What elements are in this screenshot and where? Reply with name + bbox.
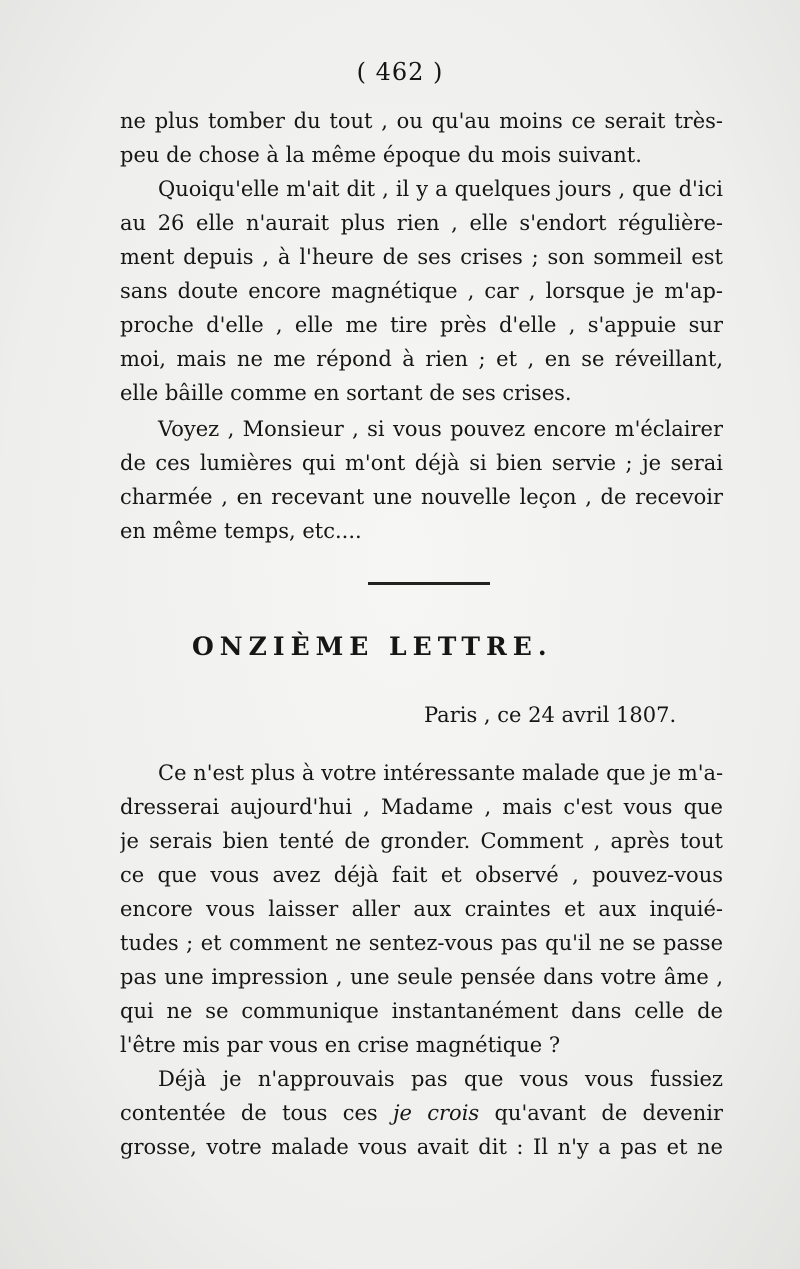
text-line: sans doute encore magnétique , car , lorsque je m'ap- <box>120 279 723 303</box>
text-line: l'être mis par vous en crise magnétique ? <box>120 1033 561 1057</box>
text-line <box>120 1096 723 1130</box>
text-line: au 26 elle n'aurait plus rien , elle s'endort régulière- <box>120 211 723 235</box>
paragraph-1 <box>120 104 723 172</box>
section-divider <box>368 582 490 585</box>
text-line: Ce n'est plus à votre intéressante malade que je m'a- <box>158 761 723 785</box>
text-line: de ces lumières qui m'ont déjà si bien servie ; je serai <box>120 451 723 475</box>
text-line: moi, mais ne me répond à rien ; et , en se réveillant, <box>120 347 723 371</box>
paragraph-4 <box>120 756 723 1062</box>
text-line: en même temps, etc.... <box>120 519 362 543</box>
paragraph-2 <box>120 172 723 410</box>
text-line: ce que vous avez déjà fait et observé , pouvez-vous <box>120 863 723 887</box>
text-line: peu de chose à la même époque du mois suivant. <box>120 143 642 167</box>
text-line: qui ne se communique instantanément dans celle de <box>120 999 723 1023</box>
page-number: ( 462 ) <box>356 58 444 86</box>
text-segment: qu'avant de devenir <box>479 1101 723 1125</box>
dateline: Paris , ce 24 avril 1807. <box>424 703 677 727</box>
letter-heading: ONZIÈME LETTRE. <box>192 632 553 661</box>
text-line: Quoiqu'elle m'ait dit , il y a quelques jours , que d'ici <box>158 177 723 201</box>
text-line: tudes ; et comment ne sentez-vous pas qu'il ne se passe <box>120 931 723 955</box>
italic-phrase: je crois <box>393 1101 480 1125</box>
text-line: ne plus tomber du tout , ou qu'au moins ce serait très- <box>120 109 723 133</box>
text-line: elle bâille comme en sortant de ses crises. <box>120 381 572 405</box>
text-line: je serais bien tenté de gronder. Comment , après tout <box>120 829 723 853</box>
paragraph-3 <box>120 412 723 548</box>
text-line: proche d'elle , elle me tire près d'elle , s'appuie sur <box>120 313 723 337</box>
text-line: pas une impression , une seule pensée dans votre âme , <box>120 965 723 989</box>
text-line: encore vous laisser aller aux craintes et aux inquié- <box>120 897 723 921</box>
text-line: Voyez , Monsieur , si vous pouvez encore m'éclairer <box>158 417 723 441</box>
text-segment: contentée de tous ces <box>120 1101 394 1125</box>
text-line: ment depuis , à l'heure de ses crises ; son sommeil est <box>120 245 723 269</box>
paragraph-5 <box>120 1062 723 1164</box>
text-line: grosse, votre malade vous avait dit : Il n'y a pas et ne <box>120 1135 723 1159</box>
text-line: charmée , en recevant une nouvelle leçon , de recevoir <box>120 485 723 509</box>
text-line: Déjà je n'approuvais pas que vous vous fussiez <box>158 1067 723 1091</box>
text-line: dresserai aujourd'hui , Madame , mais c'est vous que <box>120 795 723 819</box>
